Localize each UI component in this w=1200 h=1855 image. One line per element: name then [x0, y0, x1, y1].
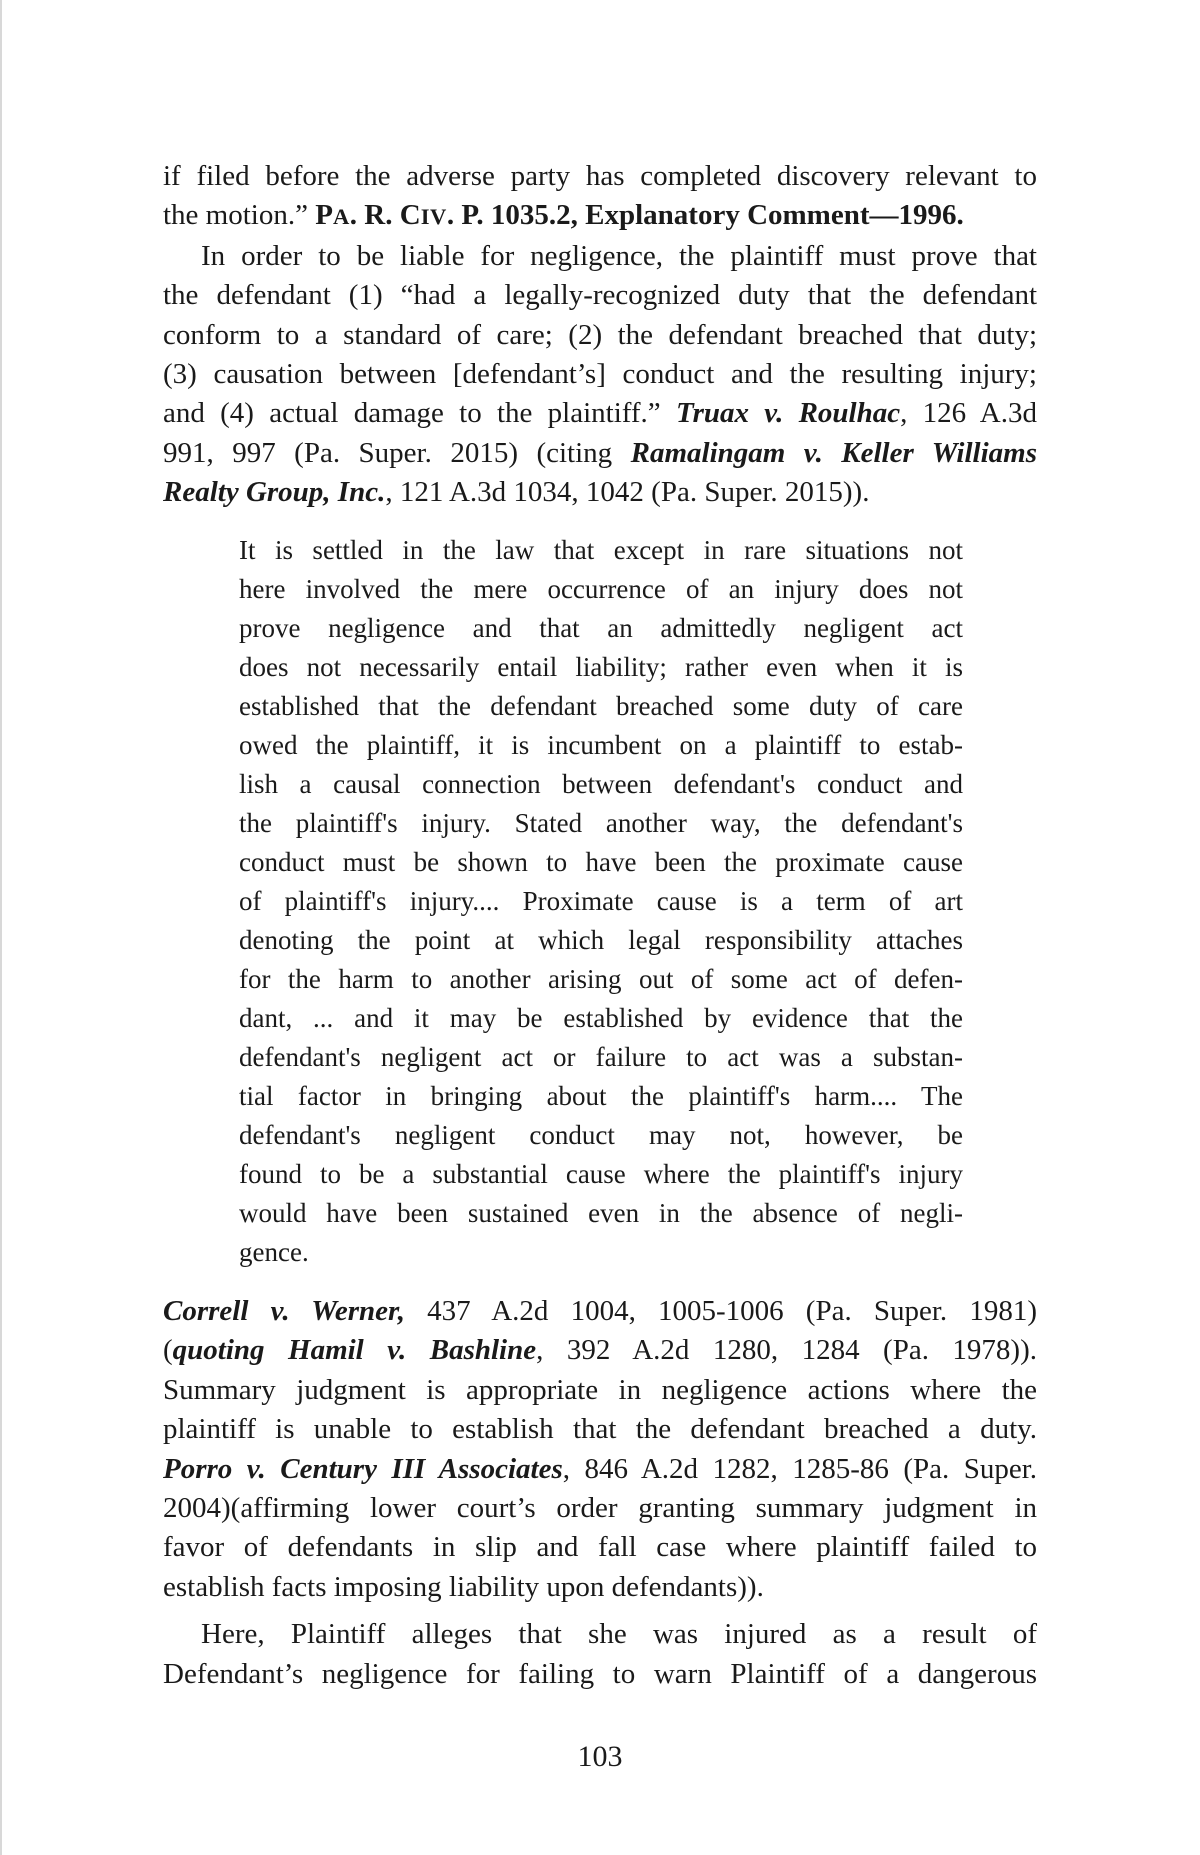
text-line: the defendant (1) “had a legally-recognized duty that the defendant — [163, 279, 1037, 312]
quote-line: of plaintiff's injury.... Proximate cause is a term of art — [239, 886, 963, 916]
case-name: Correll v. Werner, — [163, 1295, 405, 1327]
rule-citation-part: A — [332, 204, 350, 230]
quote-line: prove negligence and that an admittedly negligent act — [239, 613, 963, 643]
quote-line: lish a causal connection between defendant's conduct and — [239, 769, 963, 799]
quote-line: established that the defendant breached some duty of care — [239, 691, 963, 721]
text-line: plaintiff is unable to establish that the defendant breached a duty. — [163, 1413, 1037, 1446]
quote-line: tial factor in bringing about the plaintiff's harm.... The — [239, 1081, 963, 1111]
text-run: 991, 997 (Pa. Super. 2015) (citing — [163, 436, 631, 469]
text-line: favor of defendants in slip and fall case where plaintiff failed to — [163, 1531, 1037, 1564]
text-line — [163, 434, 1037, 473]
quote-line: defendant's negligent act or failure to act was a substan- — [239, 1042, 963, 1072]
text-line — [163, 1292, 1037, 1331]
text-run: , 126 A.3d — [900, 397, 1037, 430]
document-body — [163, 157, 1037, 513]
text-line: In order to be liable for negligence, the plaintiff must prove that — [201, 239, 1037, 272]
quote-line: owed the plaintiff, it is incumbent on a plaintiff to estab- — [239, 730, 963, 760]
quote-line: conduct must be shown to have been the proximate cause — [239, 847, 963, 877]
text-line: Summary judgment is appropriate in negligence actions where the — [163, 1373, 1037, 1406]
text-run: , 392 A.2d 1280, 1284 (Pa. 1978)). — [536, 1334, 1037, 1367]
text-line — [163, 1331, 1037, 1370]
case-name: Porro v. Century III Associates — [163, 1452, 563, 1485]
quote-line: would have been sustained even in the absence of negli- — [239, 1198, 963, 1228]
text-run: , 846 A.2d 1282, 1285-86 (Pa. Super. — [562, 1452, 1038, 1485]
page-edge — [0, 0, 2, 1855]
quote-line: here involved the mere occurrence of an injury does not — [239, 574, 963, 604]
paragraph-3 — [163, 1292, 1037, 1607]
text-line — [163, 196, 1037, 236]
paragraph-2 — [163, 237, 1037, 513]
paragraph-4 — [163, 1615, 1037, 1694]
case-name: Hamil v. Bashline — [288, 1334, 537, 1367]
rule-citation-part: . P. 1035.2, Explanatory Comment—1996. — [446, 199, 964, 232]
quote-line: the plaintiff's injury. Stated another way, the defendant's — [239, 808, 963, 838]
signal-word: quoting — [172, 1334, 265, 1367]
text-line — [163, 473, 1037, 512]
text-run: and (4) actual damage to the plaintiff.” — [163, 397, 676, 430]
text-line: if filed before the adverse party has completed discovery relevant to — [163, 160, 1037, 192]
case-name: Truax v. Roulhac — [675, 397, 901, 430]
text-run: ( — [163, 1334, 173, 1367]
rule-citation — [315, 199, 964, 231]
quote-line: dant, ... and it may be established by evidence that the — [239, 1003, 963, 1033]
text-run: 437 A.2d 1004, 1005-1006 (Pa. Super. 1981) — [404, 1295, 1037, 1327]
quote-line: found to be a substantial cause where the plaintiff's injury — [239, 1159, 963, 1189]
rule-citation-part: IV — [420, 204, 447, 230]
text-run: , 121 A.3d 1034, 1042 (Pa. Super. 2015)). — [385, 476, 870, 509]
quote-line: does not necessarily entail liability; rather even when it is — [239, 652, 963, 682]
quote-line: It is settled in the law that except in rare situations not — [239, 535, 963, 565]
rule-citation-part: P — [315, 199, 333, 232]
text-line: conform to a standard of care; (2) the defendant breached that duty; — [163, 318, 1037, 351]
paragraph-1 — [163, 157, 1037, 237]
text-line: Here, Plaintiff alleges that she was injured as a result of — [201, 1618, 1037, 1651]
document-body-continued — [163, 1292, 1037, 1694]
rule-citation-part: . R. — [349, 199, 400, 232]
text-line — [163, 1450, 1037, 1489]
quote-line: defendant's negligent conduct may not, however, be — [239, 1120, 963, 1150]
text-run: the motion.” — [163, 199, 316, 232]
text-line: 2004)(affirming lower court’s order granting summary judgment in — [163, 1492, 1037, 1525]
quote-line: denoting the point at which legal responsibility attaches — [239, 925, 963, 955]
quote-line: gence. — [239, 1237, 309, 1267]
case-name: Ramalingam v. Keller Williams — [630, 436, 1037, 469]
text-line: (3) causation between [defendant’s] conduct and the resulting injury; — [163, 358, 1037, 391]
page-number: 103 — [577, 1740, 623, 1773]
text-line: Defendant’s negligence for failing to warn Plaintiff of a dangerous — [163, 1657, 1037, 1690]
block-quote — [239, 531, 963, 1272]
text-line — [163, 394, 1037, 433]
quote-line: for the harm to another arising out of some act of defen- — [239, 964, 963, 994]
rule-citation-part: C — [399, 199, 421, 232]
case-name: Realty Group, Inc. — [163, 476, 386, 509]
text-line: establish facts imposing liability upon defendants)). — [163, 1570, 764, 1603]
